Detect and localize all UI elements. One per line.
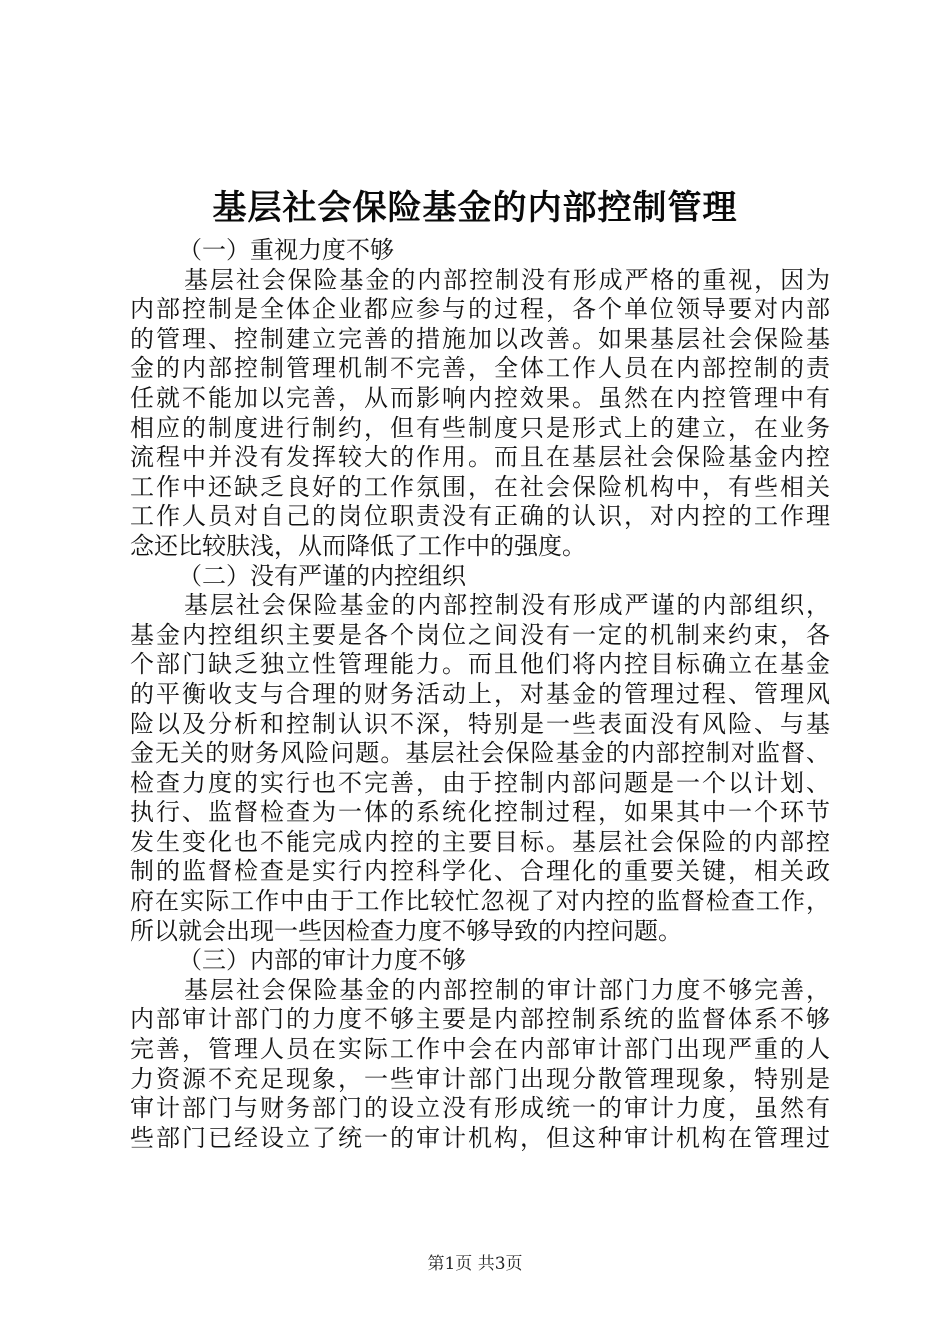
section-heading: （三）内部的审计力度不够 — [178, 946, 466, 975]
paragraph-line: 个部门缺乏独立性管理能力。而且他们将内控目标确立在基金 — [130, 650, 830, 679]
paragraph-line: 的平衡收支与合理的财务活动上，对基金的管理过程、管理风 — [130, 679, 830, 708]
document-body — [130, 236, 830, 1153]
paragraph-line: 念还比较肤浅，从而降低了工作中的强度。 — [130, 531, 586, 560]
paragraph-line: 基层社会保险基金的内部控制没有形成严谨的内部组织， — [184, 591, 830, 620]
paragraph-line: 险以及分析和控制认识不深，特别是一些表面没有风险、与基 — [130, 709, 830, 738]
paragraph-line: 金无关的财务风险问题。基层社会保险基金的内部控制对监督、 — [130, 739, 830, 768]
paragraph-line: 工作中还缺乏良好的工作氛围，在社会保险机构中，有些相关 — [130, 472, 830, 501]
paragraph-line: 所以就会出现一些因检查力度不够导致的内控问题。 — [130, 916, 682, 945]
paragraph-line: 工作人员对自己的岗位职责没有正确的认识，对内控的工作理 — [130, 502, 830, 531]
paragraph-line: 金的内部控制管理机制不完善，全体工作人员在内部控制的责 — [130, 354, 830, 383]
paragraph-line: 发生变化也不能完成内控的主要目标。基层社会保险的内部控 — [130, 827, 830, 856]
paragraph-line: 内部控制是全体企业都应参与的过程，各个单位领导要对内部 — [130, 295, 830, 324]
paragraph-line: 内部审计部门的力度不够主要是内部控制系统的监督体系不够 — [130, 1005, 830, 1034]
paragraph-line: 基金内控组织主要是各个岗位之间没有一定的机制来约束，各 — [130, 620, 830, 649]
section-heading: （一）重视力度不够 — [178, 236, 394, 264]
section-heading: （二）没有严谨的内控组织 — [178, 561, 466, 590]
paragraph-line: 基层社会保险基金的内部控制没有形成严格的重视，因为 — [184, 265, 830, 294]
paragraph-line: 完善，管理人员在实际工作中会在内部审计部门出现严重的人 — [130, 1035, 830, 1064]
paragraph-line: 制的监督检查是实行内控科学化、合理化的重要关键，相关政 — [130, 857, 830, 886]
paragraph-line: 任就不能加以完善，从而影响内控效果。虽然在内控管理中有 — [130, 383, 830, 412]
paragraph-line: 审计部门与财务部门的设立没有形成统一的审计力度，虽然有 — [130, 1094, 830, 1123]
paragraph-line: 执行、监督检查为一体的系统化控制过程，如果其中一个环节 — [130, 798, 830, 827]
paragraph-line: 基层社会保险基金的内部控制的审计部门力度不够完善， — [184, 975, 830, 1004]
paragraph-line: 力资源不充足现象，一些审计部门出现分散管理现象，特别是 — [130, 1064, 830, 1093]
paragraph-line: 流程中并没有发挥较大的作用。而且在基层社会保险基金内控 — [130, 443, 830, 472]
paragraph-line: 检查力度的实行也不完善，由于控制内部问题是一个以计划、 — [130, 768, 830, 797]
paragraph-line: 相应的制度进行制约，但有些制度只是形式上的建立，在业务 — [130, 413, 830, 442]
document-title: 基层社会保险基金的内部控制管理 — [212, 188, 738, 228]
paragraph-line: 些部门已经设立了统一的审计机构，但这种审计机构在管理过 — [130, 1123, 830, 1152]
paragraph-line: 的管理、控制建立完善的措施加以改善。如果基层社会保险基 — [130, 324, 830, 353]
paragraph-line: 府在实际工作中由于工作比较忙忽视了对内控的监督检查工作， — [130, 887, 830, 916]
page-number-footer: 第1页 共3页 — [427, 1254, 523, 1274]
